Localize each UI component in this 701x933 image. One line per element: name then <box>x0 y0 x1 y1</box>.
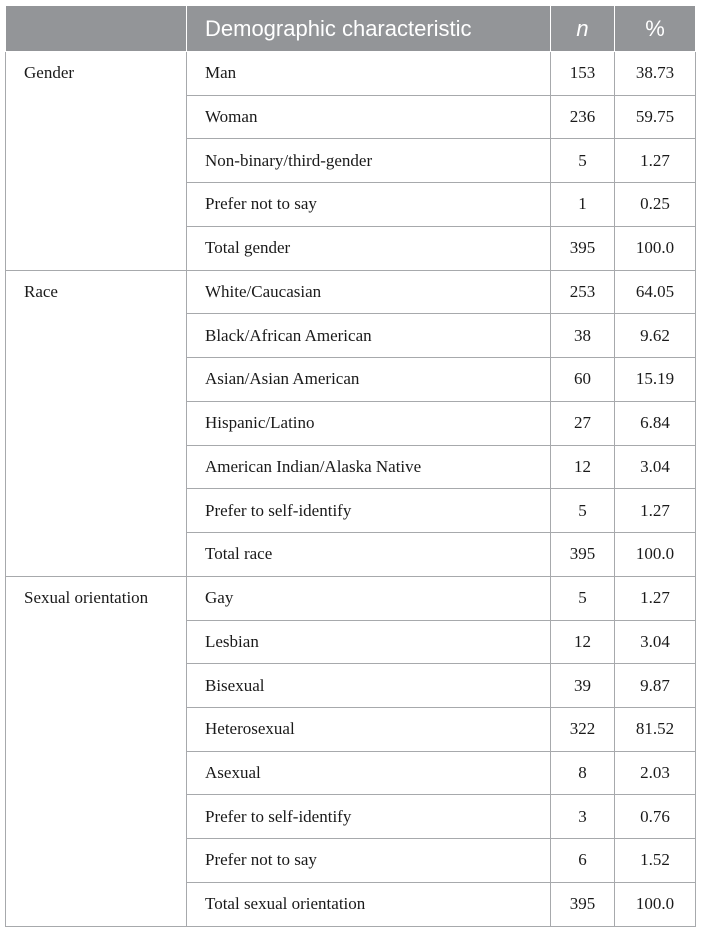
header-percent: % <box>615 6 696 52</box>
n-cell: 60 <box>551 358 615 402</box>
characteristic-cell: Heterosexual <box>187 707 551 751</box>
characteristic-cell: Total sexual orientation <box>187 882 551 926</box>
n-cell: 322 <box>551 707 615 751</box>
group-label: Race <box>6 270 187 576</box>
percent-cell: 2.03 <box>615 751 696 795</box>
table-row <box>6 270 696 314</box>
percent-cell: 1.27 <box>615 489 696 533</box>
header-characteristic: Demographic characteristic <box>187 6 551 52</box>
characteristic-cell: Hispanic/Latino <box>187 401 551 445</box>
characteristic-cell: Prefer to self-identify <box>187 795 551 839</box>
n-cell: 253 <box>551 270 615 314</box>
n-cell: 153 <box>551 52 615 96</box>
n-cell: 395 <box>551 226 615 270</box>
percent-cell: 6.84 <box>615 401 696 445</box>
percent-cell: 100.0 <box>615 882 696 926</box>
n-cell: 3 <box>551 795 615 839</box>
percent-cell: 1.27 <box>615 139 696 183</box>
n-cell: 395 <box>551 882 615 926</box>
header-n: n <box>551 6 615 52</box>
demographics-table <box>5 5 696 927</box>
percent-cell: 64.05 <box>615 270 696 314</box>
n-cell: 39 <box>551 664 615 708</box>
characteristic-cell: Total gender <box>187 226 551 270</box>
table-row <box>6 52 696 96</box>
n-cell: 12 <box>551 445 615 489</box>
characteristic-cell: Asian/Asian American <box>187 358 551 402</box>
characteristic-cell: White/Caucasian <box>187 270 551 314</box>
group-label: Sexual orientation <box>6 576 187 926</box>
percent-cell: 3.04 <box>615 445 696 489</box>
characteristic-cell: Total race <box>187 532 551 576</box>
n-cell: 1 <box>551 183 615 227</box>
n-cell: 5 <box>551 576 615 620</box>
characteristic-cell: Lesbian <box>187 620 551 664</box>
characteristic-cell: Prefer not to say <box>187 839 551 883</box>
percent-cell: 1.27 <box>615 576 696 620</box>
n-cell: 6 <box>551 839 615 883</box>
n-cell: 38 <box>551 314 615 358</box>
table-row <box>6 576 696 620</box>
characteristic-cell: American Indian/Alaska Native <box>187 445 551 489</box>
n-cell: 12 <box>551 620 615 664</box>
n-cell: 5 <box>551 489 615 533</box>
n-cell: 27 <box>551 401 615 445</box>
characteristic-cell: Non-binary/third-gender <box>187 139 551 183</box>
characteristic-cell: Asexual <box>187 751 551 795</box>
header-group-cell <box>6 6 187 52</box>
table-header <box>6 6 696 52</box>
percent-cell: 15.19 <box>615 358 696 402</box>
characteristic-cell: Prefer to self-identify <box>187 489 551 533</box>
n-cell: 5 <box>551 139 615 183</box>
n-cell: 236 <box>551 95 615 139</box>
characteristic-cell: Black/African American <box>187 314 551 358</box>
table-body <box>6 52 696 927</box>
percent-cell: 0.76 <box>615 795 696 839</box>
characteristic-cell: Bisexual <box>187 664 551 708</box>
percent-cell: 59.75 <box>615 95 696 139</box>
header-row <box>6 6 696 52</box>
percent-cell: 1.52 <box>615 839 696 883</box>
n-cell: 395 <box>551 532 615 576</box>
percent-cell: 100.0 <box>615 532 696 576</box>
characteristic-cell: Gay <box>187 576 551 620</box>
characteristic-cell: Woman <box>187 95 551 139</box>
percent-cell: 100.0 <box>615 226 696 270</box>
percent-cell: 81.52 <box>615 707 696 751</box>
percent-cell: 9.62 <box>615 314 696 358</box>
percent-cell: 3.04 <box>615 620 696 664</box>
percent-cell: 9.87 <box>615 664 696 708</box>
percent-cell: 0.25 <box>615 183 696 227</box>
percent-cell: 38.73 <box>615 52 696 96</box>
characteristic-cell: Prefer not to say <box>187 183 551 227</box>
group-label: Gender <box>6 52 187 271</box>
characteristic-cell: Man <box>187 52 551 96</box>
n-cell: 8 <box>551 751 615 795</box>
